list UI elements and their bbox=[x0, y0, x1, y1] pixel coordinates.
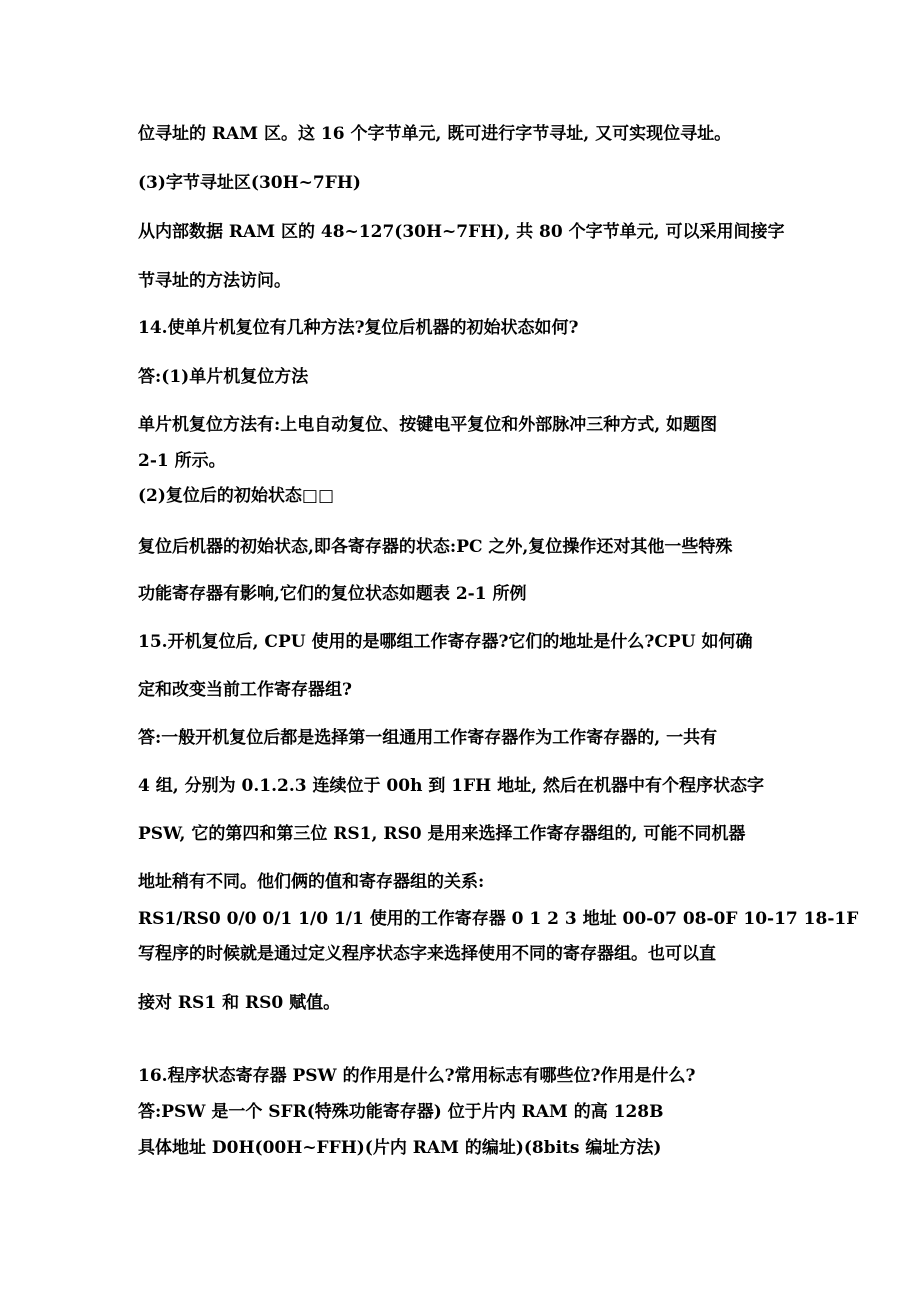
text-line: 4 组, 分别为 0.1.2.3 连续位于 00h 到 1FH 地址, 然后在机器中有个程序状态字 bbox=[138, 776, 764, 796]
answer-line: 答:一般开机复位后都是选择第一组通用工作寄存器作为工作寄存器的, 一共有 bbox=[138, 728, 718, 748]
answer-line: 答:(1)单片机复位方法 bbox=[138, 367, 309, 387]
text-line: 单片机复位方法有:上电自动复位、按键电平复位和外部脉冲三种方式, 如题图 bbox=[138, 415, 718, 435]
section-heading: (3)字节寻址区(30H~7FH) bbox=[138, 173, 361, 193]
question-heading: 定和改变当前工作寄存器组? bbox=[138, 680, 352, 700]
text-line: 2-1 所示。 bbox=[138, 451, 226, 471]
text-line: 地址稍有不同。他们俩的值和寄存器组的关系: bbox=[138, 872, 485, 892]
question-heading: 15.开机复位后, CPU 使用的是哪组工作寄存器?它们的地址是什么?CPU 如何确 bbox=[138, 632, 753, 652]
question-heading: 14.使单片机复位有几种方法?复位后机器的初始状态如何? bbox=[138, 318, 579, 338]
register-table-line: RS1/RS0 0/0 0/1 1/0 1/1 使用的工作寄存器 0 1 2 3 地址 00-07 08-0F 10-17 18-1F bbox=[138, 909, 859, 929]
text-line: 接对 RS1 和 RS0 赋值。 bbox=[138, 993, 341, 1013]
text-line: 具体地址 D0H(00H~FFH)(片内 RAM 的编址)(8bits 编址方法) bbox=[138, 1138, 662, 1158]
text-line: 位寻址的 RAM 区。这 16 个字节单元, 既可进行字节寻址, 又可实现位寻址。 bbox=[138, 124, 732, 144]
text-line: 写程序的时候就是通过定义程序状态字来选择使用不同的寄存器组。也可以直 bbox=[138, 944, 716, 964]
text-line: 节寻址的方法访问。 bbox=[138, 271, 291, 291]
text-line: 从内部数据 RAM 区的 48~127(30H~7FH), 共 80 个字节单元, 可以采用间接字 bbox=[138, 222, 785, 242]
text-line: 功能寄存器有影响,它们的复位状态如题表 2-1 所例 bbox=[138, 584, 527, 604]
question-heading: 16.程序状态寄存器 PSW 的作用是什么?常用标志有哪些位?作用是什么? bbox=[138, 1066, 696, 1086]
section-heading: (2)复位后的初始状态□□ bbox=[138, 486, 335, 506]
text-line: PSW, 它的第四和第三位 RS1, RS0 是用来选择工作寄存器组的, 可能不同机器 bbox=[138, 824, 746, 844]
answer-line: 答:PSW 是一个 SFR(特殊功能寄存器) 位于片内 RAM 的高 128B bbox=[138, 1102, 664, 1122]
text-line: 复位后机器的初始状态,即各寄存器的状态:PC 之外,复位操作还对其他一些特殊 bbox=[138, 537, 733, 557]
